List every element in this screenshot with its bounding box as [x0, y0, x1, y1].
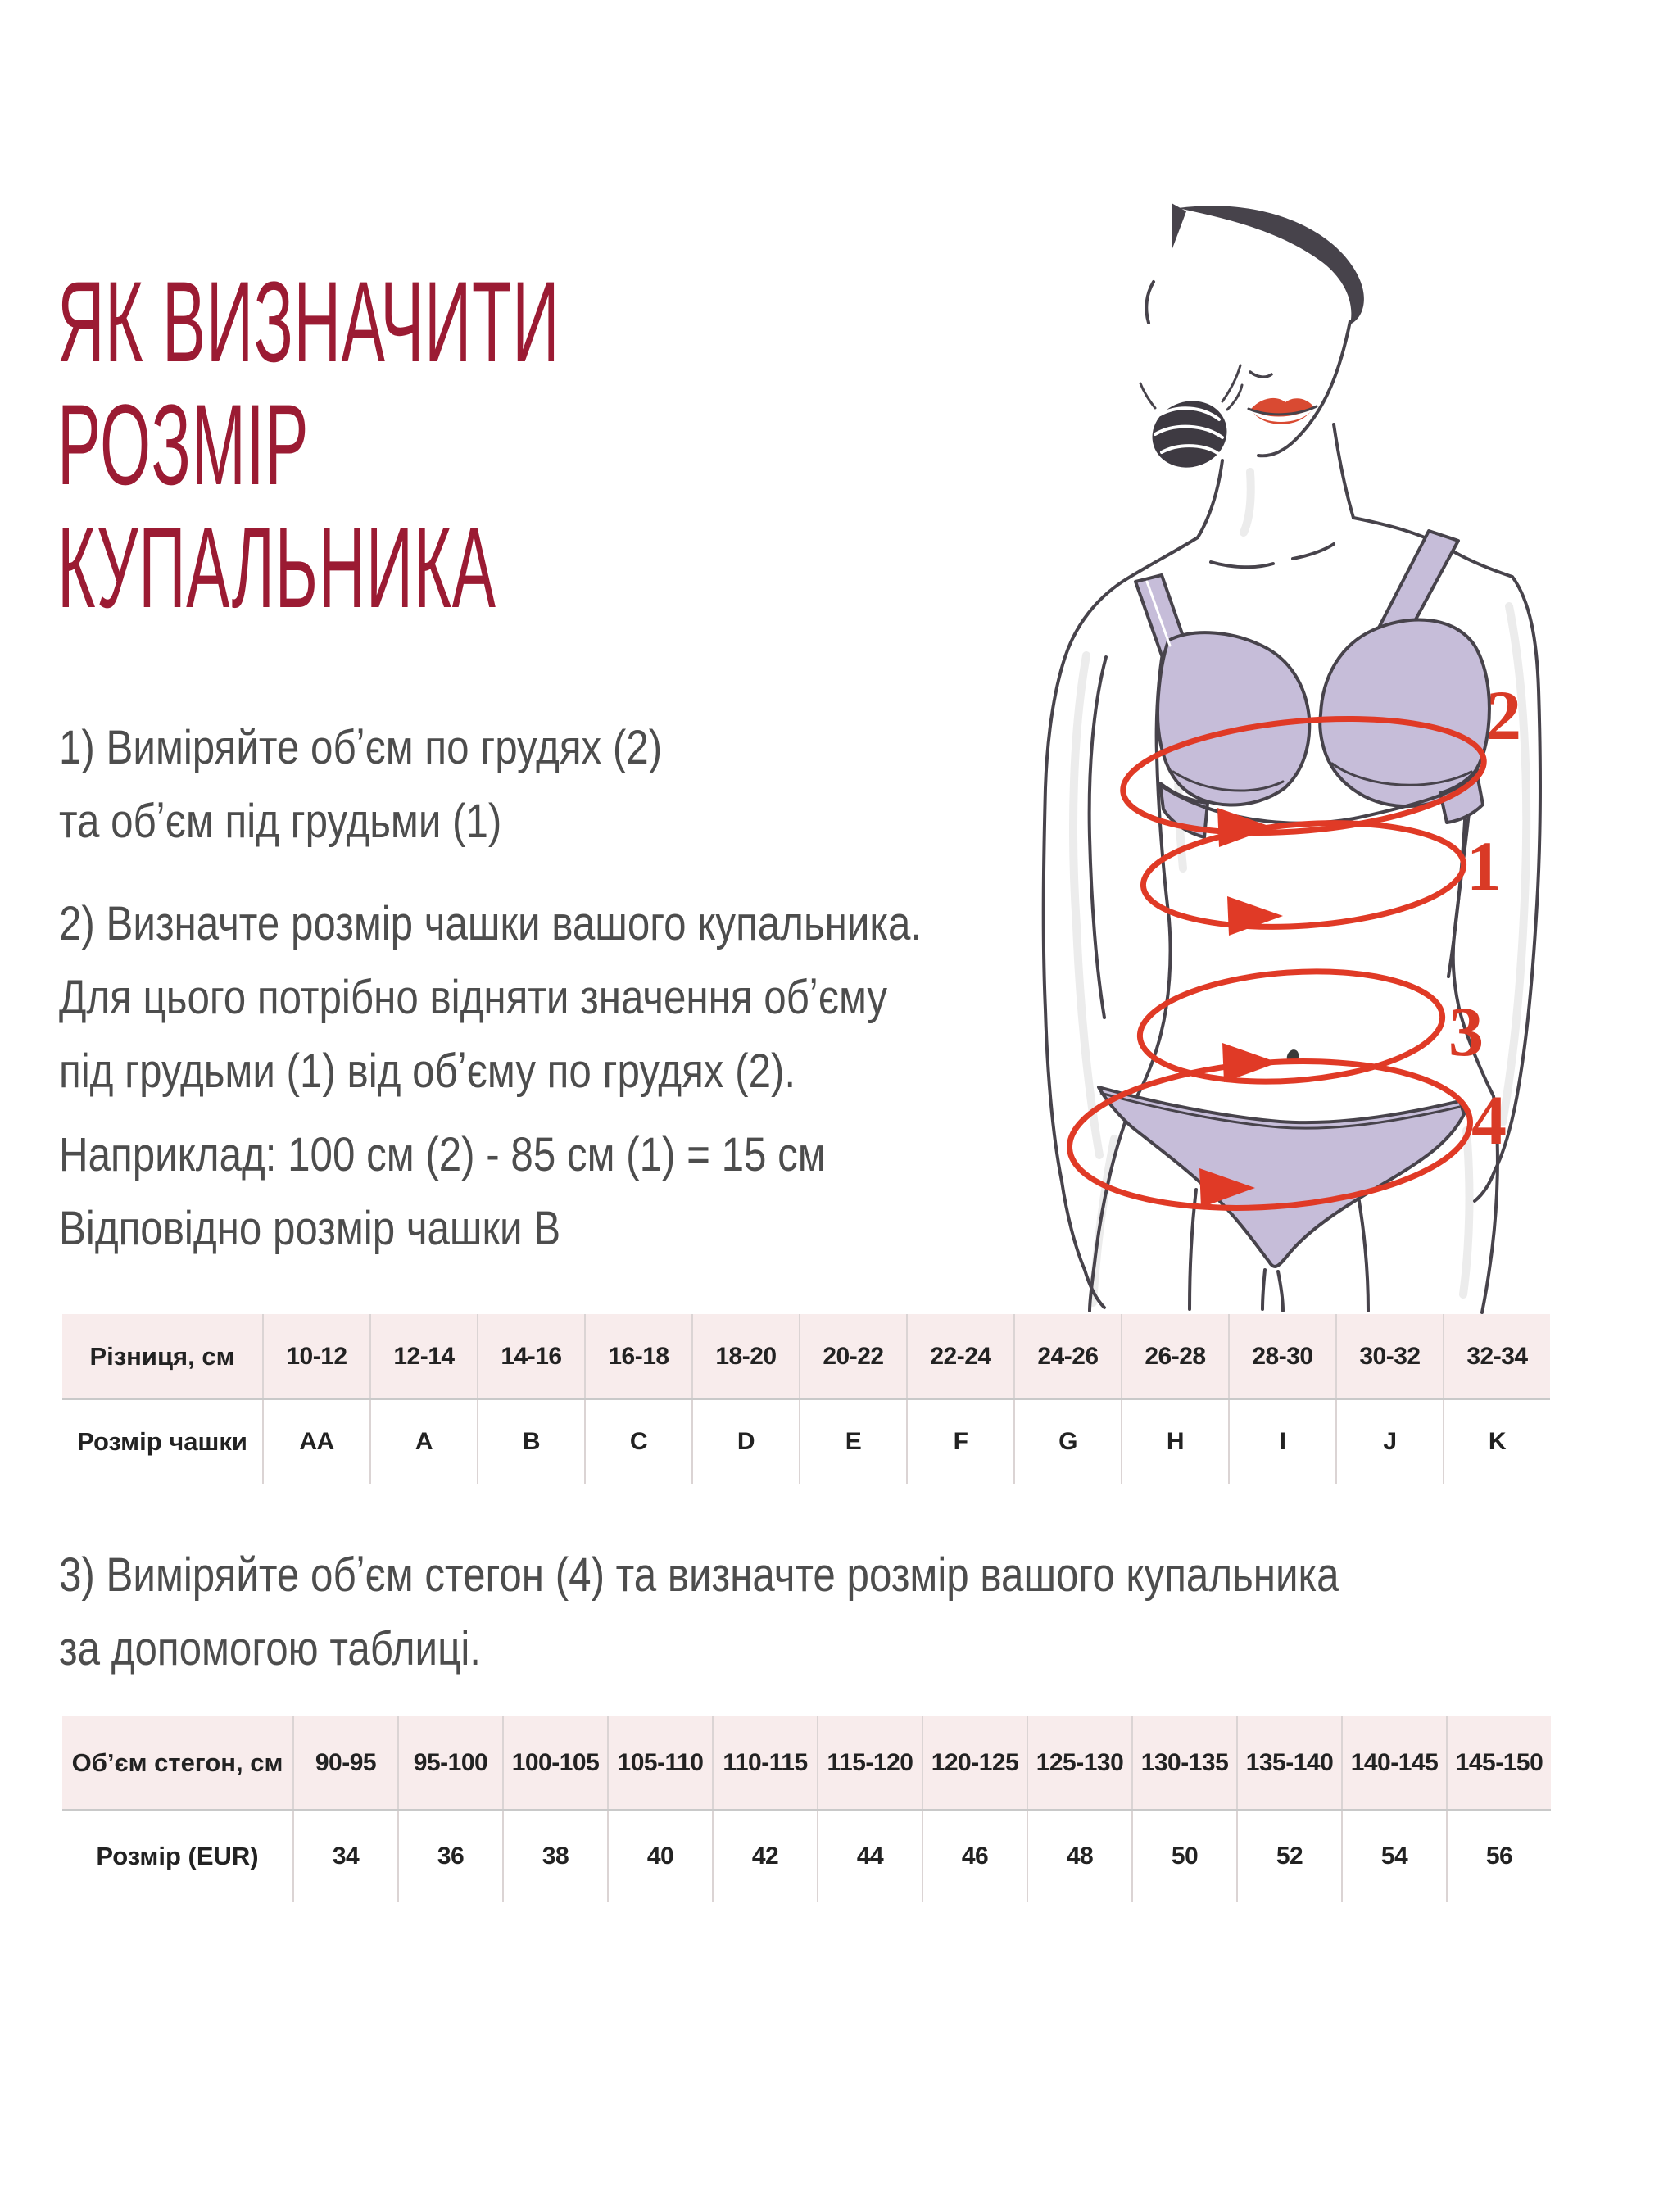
table-cell: 30-32 — [1335, 1314, 1443, 1398]
table-cell: D — [691, 1400, 799, 1484]
hip-table-hips-label: Обʼєм стегон, см — [71, 1747, 283, 1777]
table-cell: 145-150 — [1446, 1716, 1551, 1809]
cup-size-table — [62, 1314, 1550, 1484]
table-cell: AA — [262, 1400, 369, 1484]
figure-illustration — [1008, 197, 1598, 1316]
table-cell: C — [584, 1400, 691, 1484]
table-cell: 34 — [292, 1811, 397, 1902]
table-cell: F — [906, 1400, 1013, 1484]
arrow-icon — [1222, 1043, 1278, 1082]
table-cell: 50 — [1131, 1811, 1236, 1902]
step3-text — [59, 1539, 1339, 1686]
measure-number-waist: 3 — [1448, 992, 1484, 1071]
table-cell: 130-135 — [1131, 1716, 1236, 1809]
page-title-line: КУПАЛЬНИКА — [57, 503, 496, 632]
step1-line: 1) Виміряйте обʼєм по грудях (2) — [59, 721, 663, 774]
table-cell: 44 — [817, 1811, 922, 1902]
table-cell: 38 — [502, 1811, 607, 1902]
hip-table-size-label: Розмір (EUR) — [96, 1842, 259, 1870]
hair — [1140, 203, 1364, 477]
page-title — [57, 257, 560, 632]
table-cell: 10-12 — [262, 1314, 369, 1398]
table-cell: 90-95 — [292, 1716, 397, 1809]
bra-cup-left — [1158, 632, 1309, 805]
hip-table-hips-row — [62, 1716, 1551, 1811]
step1-text — [59, 711, 662, 859]
page-title-line: РОЗМІР — [57, 380, 310, 509]
table-cell: 46 — [922, 1811, 1027, 1902]
measure-number-underbust: 1 — [1466, 827, 1502, 905]
step3-line: за допомогою таблиці. — [59, 1622, 481, 1675]
cup-table-cup-label: Розмір чашки — [77, 1427, 247, 1456]
step2-line: 2) Визначте розмір чашки вашого купальника. — [59, 897, 922, 950]
step2-text — [59, 887, 922, 1108]
table-cell: K — [1443, 1400, 1550, 1484]
cup-table-difference-label: Різниця, см — [89, 1341, 235, 1371]
table-cell: E — [799, 1400, 906, 1484]
table-cell: 105-110 — [607, 1716, 712, 1809]
table-cell: J — [1335, 1400, 1443, 1484]
table-cell: 48 — [1027, 1811, 1131, 1902]
table-cell: H — [1121, 1400, 1228, 1484]
arrow-icon — [1217, 808, 1273, 847]
table-cell: 95-100 — [397, 1716, 502, 1809]
bra-cup-right — [1320, 619, 1489, 806]
table-cell: 115-120 — [817, 1716, 922, 1809]
table-cell: 16-18 — [584, 1314, 691, 1398]
table-cell: 36 — [397, 1811, 502, 1902]
table-cell: 110-115 — [712, 1716, 817, 1809]
table-cell: 12-14 — [369, 1314, 477, 1398]
table-cell: 140-145 — [1341, 1716, 1446, 1809]
example-line: Відповідно розмір чашки B — [59, 1202, 561, 1255]
hip-size-table — [62, 1716, 1551, 1902]
table-cell: A — [369, 1400, 477, 1484]
table-cell: G — [1013, 1400, 1121, 1484]
table-cell: 56 — [1446, 1811, 1551, 1902]
table-cell: 135-140 — [1236, 1716, 1341, 1809]
cup-table-cup-row — [62, 1400, 1550, 1484]
table-cell: 120-125 — [922, 1716, 1027, 1809]
step2-line: Для цього потрібно відняти значення обʼєму — [59, 971, 888, 1024]
table-cell: 18-20 — [691, 1314, 799, 1398]
page-title-line: ЯК ВИЗНАЧИТИ — [57, 257, 560, 386]
table-cell: 40 — [607, 1811, 712, 1902]
lips — [1249, 398, 1317, 424]
example-line: Наприклад: 100 см (2) - 85 см (1) = 15 см — [59, 1128, 826, 1181]
table-cell: I — [1228, 1400, 1335, 1484]
table-cell: 20-22 — [799, 1314, 906, 1398]
measure-number-bust: 2 — [1486, 676, 1521, 755]
table-cell: 54 — [1341, 1811, 1446, 1902]
step1-line: та обʼєм під грудьми (1) — [59, 795, 502, 848]
hip-table-size-row — [62, 1811, 1551, 1902]
example-text — [59, 1118, 826, 1266]
table-cell: 52 — [1236, 1811, 1341, 1902]
table-cell: 42 — [712, 1811, 817, 1902]
measure-number-hips: 4 — [1471, 1081, 1507, 1159]
table-cell: 125-130 — [1027, 1716, 1131, 1809]
step3-line: 3) Виміряйте обʼєм стегон (4) та визначте розмір вашого купальника — [59, 1548, 1339, 1602]
table-cell: 28-30 — [1228, 1314, 1335, 1398]
table-cell: 14-16 — [477, 1314, 584, 1398]
table-cell: 24-26 — [1013, 1314, 1121, 1398]
table-cell: 26-28 — [1121, 1314, 1228, 1398]
table-cell: 32-34 — [1443, 1314, 1550, 1398]
table-cell: 22-24 — [906, 1314, 1013, 1398]
step2-line: під грудьми (1) від обʼєму по грудях (2). — [59, 1045, 796, 1098]
bra — [1135, 531, 1489, 837]
table-cell: 100-105 — [502, 1716, 607, 1809]
table-cell: B — [477, 1400, 584, 1484]
nose-line — [1250, 372, 1271, 377]
cup-table-difference-row — [62, 1314, 1550, 1400]
